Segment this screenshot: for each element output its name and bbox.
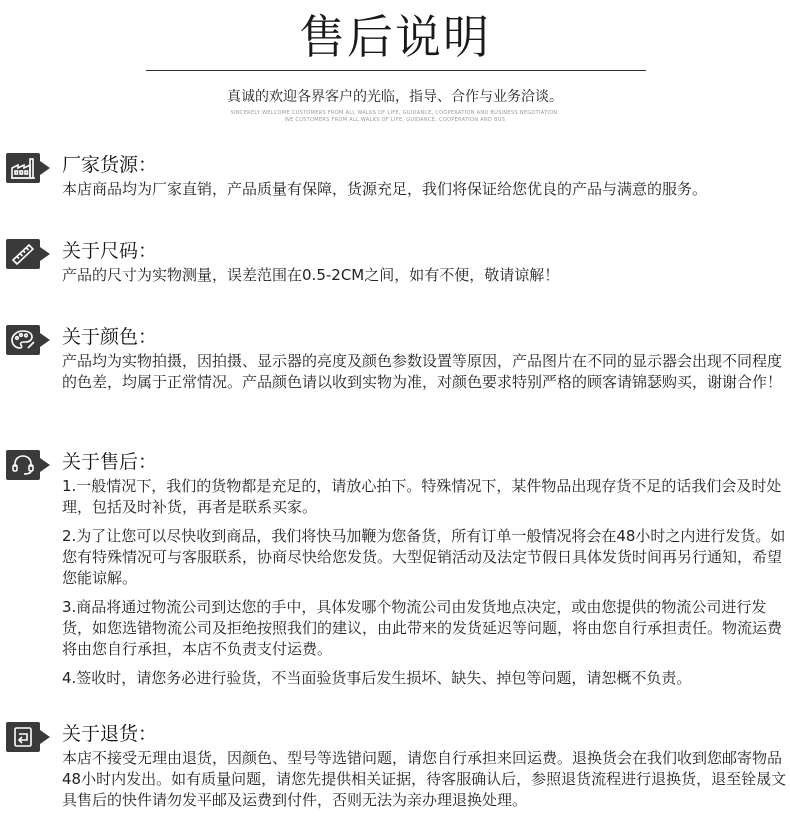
- section-body: [62, 179, 788, 208]
- section-title: 关于退货：: [62, 723, 158, 745]
- section-paragraph: 本店不接受无理由退货，因颜色、型号等选错问题，请您自行承担来回运费。退换货会在我们收到您邮寄物品48小时内发出。如有质量问题，请您先提供相关证据，待客服确认后，参照退货流程进行退换货，退至铨晟文具售后的快件请勿发平邮及运费到付件，否则无法为亲办理退换处理。: [62, 749, 787, 809]
- section-body: [62, 476, 788, 697]
- section-paragraph: 4.签收时，请您务必进行验货，不当面验货事后发生损坏、缺失、掉包等问题，请恕概不负责。: [62, 669, 692, 687]
- factory-icon: [6, 153, 40, 183]
- page-title: 售后说明: [299, 10, 491, 64]
- palette-icon: [6, 325, 40, 355]
- section-title: 厂家货源：: [62, 154, 158, 176]
- marker-arrow: [40, 458, 50, 472]
- marker-arrow: [40, 161, 50, 175]
- title-divider: [146, 70, 646, 71]
- marker-arrow: [40, 730, 50, 744]
- english-tagline-2: WE CUSTOMERS FROM ALL WALKS OF LIFE, GUIDANCE, COOPERATION AND BUS: [284, 117, 506, 123]
- section-paragraph: 产品的尺寸为实物测量，误差范围在0.5-2CM之间，如有不便，敬请谅解！: [62, 266, 560, 284]
- section-body: [62, 748, 788, 819]
- section-paragraph: 产品均为实物拍摄，因拍摄、显示器的亮度及颜色参数设置等原因，产品图片在不同的显示器会出现不同程度的色差，均属于正常情况。产品颜色请以收到实物为准，对颜色要求特别严格的顾客请锦瑟购买，谢谢合作！: [62, 352, 783, 391]
- section-paragraph: 3.商品将通过物流公司到达您的手中，具体发哪个物流公司由发货地点决定，或由您提供的物流公司进行发货，如您选错物流公司及拒绝按照我们的建议，由此带来的发货延迟等问题，将由您自行承担责任。物流运费将由您自行承担，本店不负责支付运费。: [62, 598, 783, 658]
- return-icon: [6, 722, 40, 752]
- section-paragraph: 1.一般情况下，我们的货物都是充足的，请放心拍下。特殊情况下，某件物品出现存货不足的话我们会及时处理，包括及时补货，再者是联系买家。: [62, 477, 782, 516]
- section-title: 关于颜色：: [62, 326, 158, 348]
- section-paragraph: 2.为了让您可以尽快收到商品，我们将快马加鞭为您备货，所有订单一般情况将会在48小时之内进行发货。如您有特殊情况可与客服联系，协商尽快给您发货。大型促销活动及法定节假日具体发货时间再另行通知，希望您能谅解。: [62, 527, 786, 587]
- marker-arrow: [40, 247, 50, 261]
- section-title: 关于售后：: [62, 451, 158, 473]
- section-body: [62, 351, 788, 401]
- section-paragraph: 本店商品均为厂家直销，产品质量有保障，货源充足，我们将保证给您优良的产品与满意的服务。: [62, 180, 708, 198]
- marker-arrow: [40, 333, 50, 347]
- english-tagline-1: SINCERELY WELCOME CUSTOMERS FROM ALL WALKS OF LIFE, GUIDANCE, COOPERATION AND BUSINESS NEGOTIATION.: [230, 110, 560, 116]
- ruler-icon: [6, 239, 40, 269]
- section-body: [62, 265, 788, 294]
- headset-icon: [6, 450, 40, 480]
- section-title: 关于尺码：: [62, 240, 158, 262]
- page-subtitle: 真诚的欢迎各界客户的光临，指导、合作与业务洽谈。: [227, 89, 563, 105]
